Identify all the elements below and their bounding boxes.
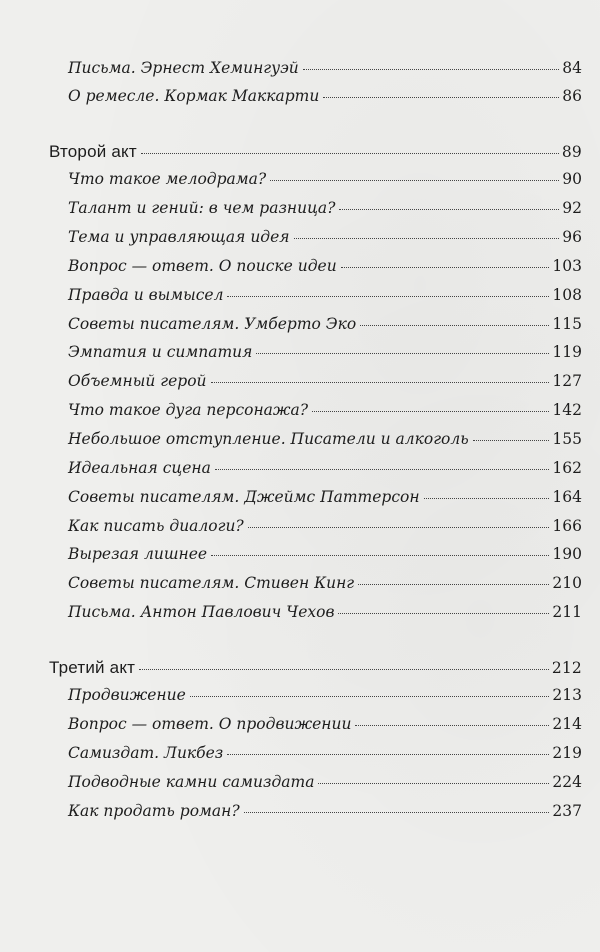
toc-entry-page: 210 <box>552 574 582 592</box>
toc-entry <box>68 574 582 592</box>
toc-entry <box>68 686 582 704</box>
toc-entry-title: О ремесле. Кормак Маккарти <box>68 87 320 105</box>
toc-entry-title: Эмпатия и симпатия <box>68 343 253 361</box>
toc-entry-page: 190 <box>552 545 582 563</box>
toc-entry-title: Небольшое отступление. Писатели и алкоголь <box>68 430 469 448</box>
toc-entry <box>68 802 582 820</box>
dot-leader <box>355 725 549 726</box>
toc-entry <box>68 459 582 477</box>
dot-leader <box>318 783 549 784</box>
part-page: 89 <box>561 143 582 161</box>
toc-entry-title: Самиздат. Ликбез <box>68 744 224 762</box>
toc-entry <box>68 517 582 535</box>
toc-entry <box>68 343 582 361</box>
toc-entry-title: Тема и управляющая идея <box>68 228 290 246</box>
toc-entry-page: 115 <box>552 315 582 333</box>
dot-leader <box>227 754 549 755</box>
toc-entry <box>68 430 582 448</box>
toc-entry-title: Вопрос — ответ. О поиске идеи <box>68 257 337 275</box>
toc-entry <box>68 603 582 621</box>
toc-entry-title: Правда и вымысел <box>68 286 224 304</box>
toc-entry-page: 84 <box>562 59 582 77</box>
toc-entry-title: Талант и гений: в чем разница? <box>68 199 336 217</box>
toc-entry-page: 127 <box>552 372 582 390</box>
toc-entry <box>68 401 582 419</box>
toc-entry-title: Письма. Эрнест Хемингуэй <box>68 59 299 77</box>
dot-leader <box>473 440 550 441</box>
toc-part-heading <box>49 142 582 162</box>
dot-leader <box>312 411 549 412</box>
dot-leader <box>215 469 550 470</box>
toc-entry-page: 224 <box>552 773 582 791</box>
toc-entry-title: Вырезая лишнее <box>68 545 208 563</box>
dot-leader <box>360 325 549 326</box>
toc-entry-page: 86 <box>562 87 582 105</box>
toc-entry <box>68 315 582 333</box>
dot-leader <box>341 267 550 268</box>
toc-entry <box>68 59 582 77</box>
toc-part-heading <box>49 658 582 678</box>
toc-entry <box>68 773 582 791</box>
toc-entry <box>68 170 582 188</box>
toc-entry-title: Вопрос — ответ. О продвижении <box>68 715 352 733</box>
dot-leader <box>338 613 549 614</box>
dot-leader <box>339 209 559 210</box>
dot-leader <box>270 180 559 181</box>
toc-entry-page: 155 <box>552 430 582 448</box>
toc-entry-title: Письма. Антон Павлович Чехов <box>68 603 335 621</box>
toc-entry-title: Что такое мелодрама? <box>68 170 267 188</box>
toc-entry-title: Продвижение <box>68 686 186 704</box>
toc-entry-title: Идеальная сцена <box>68 459 211 477</box>
toc-entry-page: 213 <box>552 686 582 704</box>
dot-leader <box>190 696 550 697</box>
toc-entry-page: 219 <box>552 744 582 762</box>
toc-entry-title: Советы писателям. Джеймс Паттерсон <box>68 488 420 506</box>
toc-entry-title: Советы писателям. Умберто Эко <box>68 315 357 333</box>
dot-leader <box>303 69 559 70</box>
toc-entry-page: 142 <box>552 401 582 419</box>
part-title: Второй акт <box>49 142 137 161</box>
toc-entry <box>68 545 582 563</box>
toc-entry-page: 237 <box>552 802 582 820</box>
part-page: 212 <box>551 659 582 677</box>
toc-entry-title: Что такое дуга персонажа? <box>68 401 309 419</box>
toc-entry <box>68 488 582 506</box>
dot-leader <box>211 555 549 556</box>
toc-entry-title: Как писать диалоги? <box>68 517 244 535</box>
toc-entry <box>68 87 582 105</box>
toc-entry-title: Подводные камни самиздата <box>68 773 315 791</box>
dot-leader <box>323 97 559 98</box>
toc-entry-page: 96 <box>562 228 582 246</box>
toc-entry-page: 211 <box>552 603 582 621</box>
toc-entry-title: Объемный герой <box>68 372 207 390</box>
toc-entry <box>68 744 582 762</box>
dot-leader <box>294 238 560 239</box>
dot-leader <box>141 153 559 154</box>
toc-entry <box>68 372 582 390</box>
toc-entry-page: 119 <box>552 343 582 361</box>
part-title: Третий акт <box>49 658 136 677</box>
toc-entry-page: 166 <box>552 517 582 535</box>
toc-entry-page: 214 <box>552 715 582 733</box>
dot-leader <box>256 353 549 354</box>
toc-entry-page: 108 <box>552 286 582 304</box>
toc-entry <box>68 257 582 275</box>
dot-leader <box>139 669 549 670</box>
dot-leader <box>424 498 550 499</box>
toc-entry <box>68 715 582 733</box>
toc-entry <box>68 286 582 304</box>
dot-leader <box>211 382 550 383</box>
toc-entry-title: Советы писателям. Стивен Кинг <box>68 574 355 592</box>
dot-leader <box>244 812 550 813</box>
dot-leader <box>227 296 549 297</box>
toc-entry-page: 92 <box>562 199 582 217</box>
toc-entry-page: 103 <box>552 257 582 275</box>
toc-entry-page: 162 <box>552 459 582 477</box>
toc-entry <box>68 228 582 246</box>
toc-entry-title: Как продать роман? <box>68 802 240 820</box>
toc-entry <box>68 199 582 217</box>
dot-leader <box>358 584 549 585</box>
toc-entry-page: 90 <box>562 170 582 188</box>
toc-entry-page: 164 <box>552 488 582 506</box>
dot-leader <box>248 527 550 528</box>
